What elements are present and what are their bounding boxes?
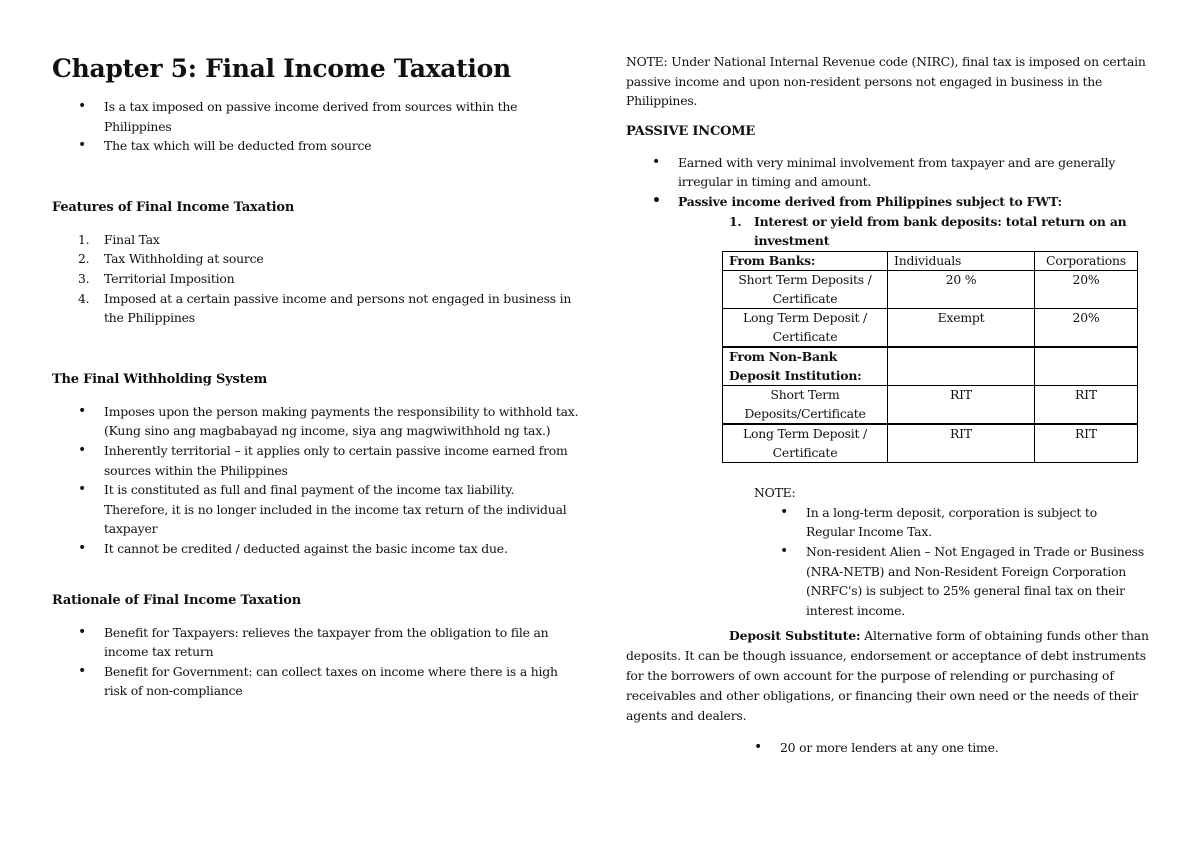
table-cell	[888, 347, 1035, 386]
table-cell: 20 %	[888, 271, 1035, 309]
table-row	[723, 347, 1138, 386]
table-cell	[1035, 347, 1138, 386]
chapter-title: Chapter 5: Final Income Taxation	[52, 54, 511, 83]
list-item: • In a long-term deposit, corporation is subject to Regular Income Tax.	[806, 503, 1146, 542]
table-header-cell: Corporations	[1035, 251, 1138, 271]
list-item: • It cannot be credited / deducted against the basic income tax due.	[104, 539, 582, 559]
list-item: • Passive income derived from Philippines subject to FWT:	[678, 192, 1146, 212]
table-cell: RIT	[888, 386, 1035, 425]
list-item: • Benefit for Taxpayers: relieves the taxpayer from the obligation to file an income tax return	[104, 623, 582, 662]
table-cell: RIT	[1035, 386, 1138, 425]
list-item: • Non-resident Alien – Not Engaged in Trade or Business (NRA-NETB) and Non-Resident Foreign Corporation (NRFC's) is subject to 25% general final tax on their interest income.	[806, 542, 1146, 620]
table-header-row	[723, 251, 1138, 271]
table-cell: RIT	[888, 424, 1035, 463]
left-column	[52, 52, 582, 701]
fws-heading: The Final Withholding System	[52, 371, 268, 387]
note-label: NOTE:	[754, 485, 796, 501]
list-item: • Imposes upon the person making payments the responsibility to withhold tax. (Kung sino ang magbabayad ng income, siya ang magwiwithhold ng tax.)	[104, 402, 582, 441]
table-cell: 20%	[1035, 271, 1138, 309]
fws-list	[52, 402, 582, 559]
interest-sub-item	[626, 212, 1146, 251]
nirc-note: NOTE: Under National Internal Revenue code (NIRC), final tax is imposed on certain passive income and upon non-resident persons not engaged in business in the Philippines.	[626, 54, 1146, 109]
features-list	[52, 230, 582, 328]
list-item: • Inherently territorial – it applies only to certain passive income earned from sources within the Philippines	[104, 441, 582, 480]
lenders-list	[626, 738, 1151, 758]
table-row	[723, 309, 1138, 348]
list-item: • Is a tax imposed on passive income derived from sources within the Philippines	[104, 97, 582, 136]
list-item: • It is constituted as full and final payment of the income tax liability. Therefore, it is no longer included in the income tax return of the individual taxpayer	[104, 480, 582, 539]
table-cell: Long Term Deposit / Certificate	[723, 424, 888, 463]
sub-item-number: 1.	[729, 213, 742, 229]
rationale-heading: Rationale of Final Income Taxation	[52, 592, 302, 608]
table-row	[723, 271, 1138, 309]
note-list	[626, 503, 1146, 621]
table-row	[723, 386, 1138, 425]
table-header-cell: Individuals	[888, 251, 1035, 271]
list-item: 1. Final Tax	[78, 231, 160, 247]
intro-bullet-list	[52, 97, 582, 156]
table-header-cell: From Banks:	[723, 251, 888, 271]
table-cell: Short Term Deposits/Certificate	[723, 386, 888, 425]
passive-income-heading: PASSIVE INCOME	[626, 123, 756, 139]
list-item: • Earned with very minimal involvement from taxpayer and are generally irregular in timing and amount.	[678, 153, 1146, 192]
list-item: • Benefit for Government: can collect taxes on income where there is a high risk of non-compliance	[104, 662, 582, 701]
table-cell: From Non-Bank Deposit Institution:	[723, 347, 888, 386]
features-heading: Features of Final Income Taxation	[52, 199, 295, 215]
table-cell: Exempt	[888, 309, 1035, 348]
table-row	[723, 424, 1138, 463]
table-cell: Long Term Deposit / Certificate	[723, 309, 888, 348]
deposit-substitute-paragraph	[626, 626, 1166, 726]
table-cell: RIT	[1035, 424, 1138, 463]
list-item: 3. Territorial Imposition	[78, 270, 235, 286]
sub-item-text: Interest or yield from bank deposits: total return on an investment	[754, 213, 1127, 249]
deposit-substitute-text: Alternative form of obtaining funds other than deposits. It can be though issuance, endorsement or acceptance of debt instruments for the borrowers of own account for the purpose of relending or purchasing of receivables and other obligations, or financing their own need or the needs of their agents and dealers.	[626, 628, 1149, 724]
right-column	[626, 52, 1151, 758]
passive-income-list	[626, 153, 1146, 212]
list-item: 4. Imposed at a certain passive income and persons not engaged in business in the Philippines	[78, 290, 572, 326]
deposit-rates-table	[722, 251, 1138, 464]
table-cell: Short Term Deposits / Certificate	[723, 271, 888, 309]
deposit-substitute-term: Deposit Substitute:	[729, 628, 861, 644]
list-item: 2. Tax Withholding at source	[78, 251, 264, 267]
list-item: • The tax which will be deducted from source	[104, 136, 582, 156]
list-item: • 20 or more lenders at any one time.	[780, 738, 1151, 758]
rationale-list	[52, 623, 582, 701]
table-cell: 20%	[1035, 309, 1138, 348]
